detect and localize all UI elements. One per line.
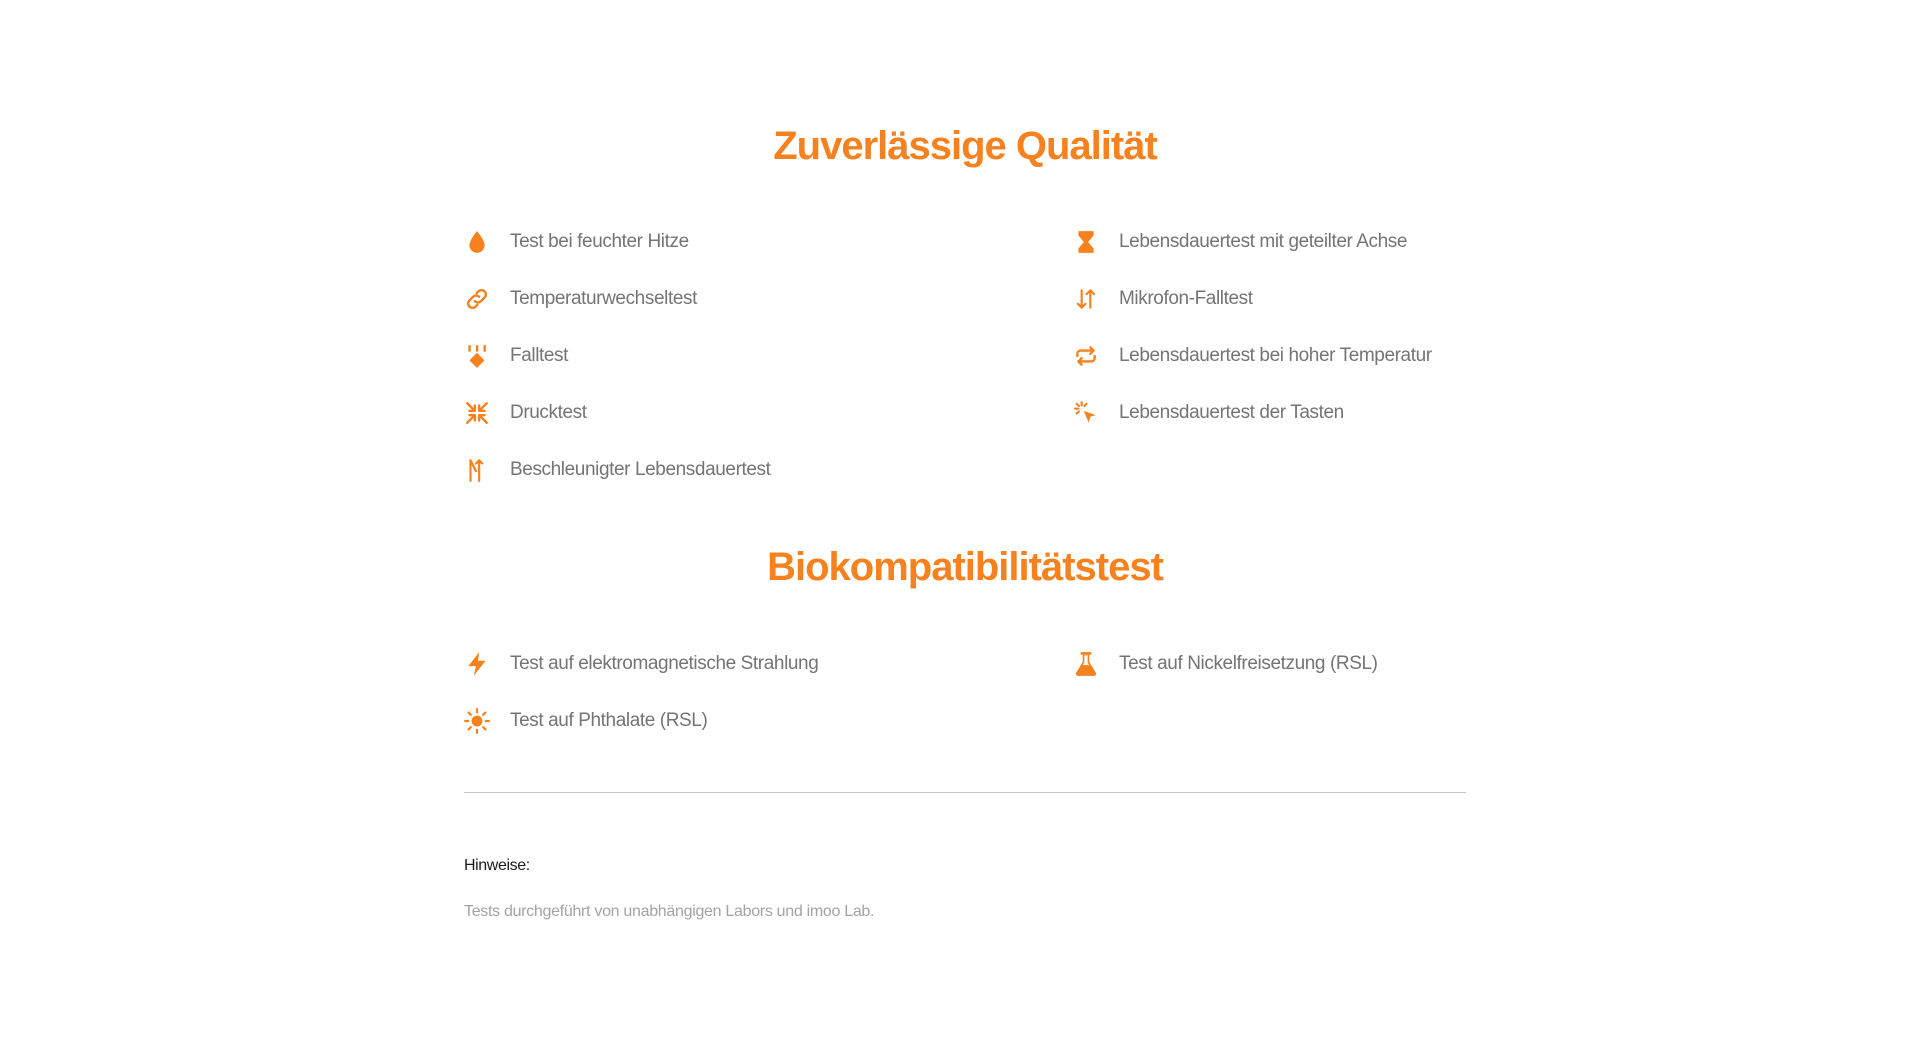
notes-text: Tests durchgeführt von unabhängigen Labors und imoo Lab. (464, 903, 875, 920)
up-down-arrows-icon (1073, 286, 1099, 312)
cursor-click-icon (1073, 400, 1099, 426)
list-item-label: Test bei feuchter Hitze (510, 230, 689, 252)
hourglass-icon (1073, 229, 1099, 255)
list-item-label: Beschleunigter Lebensdauertest (510, 458, 771, 480)
bio-test-list (464, 635, 1466, 749)
list-item-label: Test auf Nickelfreisetzung (RSL) (1119, 652, 1378, 674)
list-item (1073, 213, 1466, 270)
link-icon (464, 286, 490, 312)
list-item-label: Temperaturwechseltest (510, 287, 697, 309)
quality-test-list (464, 213, 1466, 498)
bio-section-title: Biokompatibilitätstest (767, 545, 1163, 589)
list-item (464, 692, 1073, 749)
compress-icon (464, 400, 490, 426)
list-item-label: Lebensdauertest mit geteilter Achse (1119, 230, 1408, 252)
list-item-label: Falltest (510, 344, 569, 366)
list-item (464, 270, 1073, 327)
list-item (464, 441, 1073, 498)
drop-test-icon (464, 343, 490, 369)
sun-icon (464, 708, 490, 734)
notes-heading: Hinweise: (464, 857, 530, 874)
flask-icon (1073, 651, 1099, 677)
list-item (1073, 327, 1466, 384)
list-item (464, 327, 1073, 384)
lightning-icon (464, 651, 490, 677)
list-item (464, 384, 1073, 441)
divider (464, 792, 1466, 793)
list-item (464, 213, 1073, 270)
list-item (464, 635, 1073, 692)
list-item-label: Test auf Phthalate (RSL) (510, 709, 708, 731)
droplet-icon (464, 229, 490, 255)
list-item-label: Lebensdauertest der Tasten (1119, 401, 1344, 423)
accelerate-icon (464, 457, 490, 483)
list-item (1073, 270, 1466, 327)
list-item-label: Mikrofon-Falltest (1119, 287, 1253, 309)
list-item-label: Lebensdauertest bei hoher Temperatur (1119, 344, 1432, 366)
list-item-label: Test auf elektromagnetische Strahlung (510, 652, 819, 674)
list-item (1073, 635, 1466, 692)
list-item (1073, 384, 1466, 441)
repeat-icon (1073, 343, 1099, 369)
quality-section-title: Zuverlässige Qualität (773, 124, 1157, 168)
list-item-label: Drucktest (510, 401, 587, 423)
